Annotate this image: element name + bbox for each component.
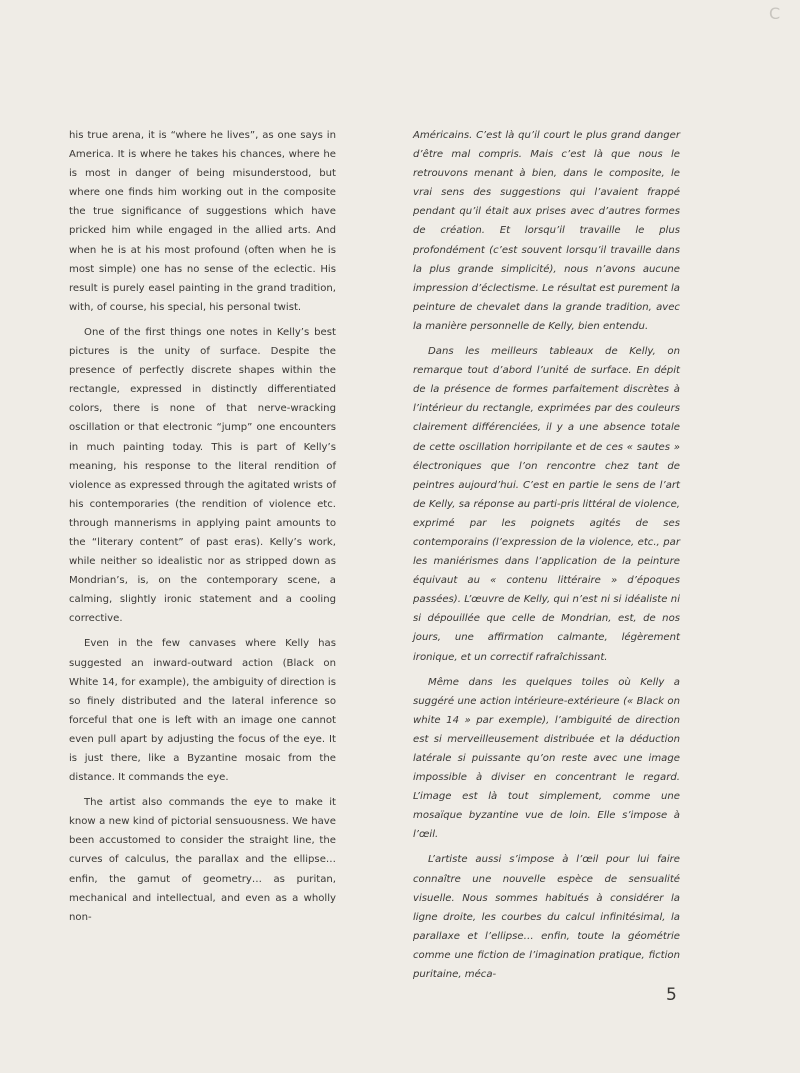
corner-mark: C xyxy=(769,4,781,23)
french-paragraph-2: Dans les meilleurs tableaux de Kelly, on remarque tout d’abord l’unité de surface. En dépit de la présence de formes parfaitement discrètes à l’intérieur du rectangle, exprimées par des couleurs clairement différenciées, il y a une absence totale de cette oscillation horripilante et de ces « sautes » électroniques que l’on rencontre chez tant de peintres aujourd’hui. C’est en partie le sens de l’art de Kelly, sa réponse au parti-pris littéral de violence, exprimé par les poignets agités de ses contemporains (l’expression de la violence, etc., par les maniérismes dans l’application de la peinture équivaut au « contenu littéraire » d’époques passées). L’œuvre de Kelly, qui n’est ni si idéaliste ni si dépouillée que celle de Mondrian, est, de nos jours, une affirmation calmante, légèrement ironique, et un correctif rafraîchissant. xyxy=(413,346,680,663)
english-paragraph-4: The artist also commands the eye to make it know a new kind of pictorial sensuousness. We have been accustomed to consider the straight line, the curves of calculus, the parallax and the ellipse… enfin, the gamut of geometry… as puritan, mechanical and intellectual, and even as a wholly non- xyxy=(69,797,336,923)
french-paragraph-3: Même dans les quelques toiles où Kelly a suggéré une action intérieure-extérieure (« Black on white 14 » par exemple), l’ambiguité de direction est si merveilleusement distribuée et la déduction latérale si puissante qu’on reste avec une image impossible à diviser en concentrant le regard. L’image est là tout simplement, comme une mosaïque byzantine vue de loin. Elle s’impose à l’œil. xyxy=(413,676,680,841)
english-text-column xyxy=(69,126,336,933)
english-paragraph-2: One of the first things one notes in Kelly’s best pictures is the unity of surface. Despite the presence of perfectly discrete shapes within the rectangle, expressed in distinctly differentiated colors, there is none of that nerve-wracking oscillation or that electronic “jump” one encounters in much painting today. This is part of Kelly’s meaning, his response to the literal rendition of violence as expressed through the agitated wrists of his contemporaries (the rendition of violence etc. through mannerisms in applying paint amounts to the “literary content” of past eras). Kelly’s work, while neither so idealistic nor as stripped down as Mondrian’s, is, on the contemporary scene, a calming, slightly ironic statement and a cooling corrective. xyxy=(69,326,336,625)
french-paragraph-1: Américains. C’est là qu’il court le plus grand danger d’être mal compris. Mais c’est là que nous le retrouvons menant à bien, dans le composite, le vrai sens des suggestions qui l’avaient frappé pendant qu’il était aux prises avec d’autres formes de création. Et lorsqu’il travaille le plus profondément (c’est souvent lorsqu’il travaille dans la plus grande simplicité), nous n’avons aucune impression d’éclectisme. Le résultat est purement la peinture de chevalet dans la grande tradition, avec la manière personnelle de Kelly, bien entendu. xyxy=(413,130,680,332)
page-number: 5 xyxy=(666,985,677,1005)
english-paragraph-1: his true arena, it is “where he lives”, as one says in America. It is where he takes his chances, where he is most in danger of being misunderstood, but where one finds him working out in the composite the true significance of suggestions which have pricked him while engaged in the allied arts. And when he is at his most profound (often when he is most simple) one has no sense of the eclectic. His result is purely easel painting in the grand tradition, with, of course, his special, his personal twist. xyxy=(69,130,336,313)
english-paragraph-3: Even in the few canvases where Kelly has suggested an inward-outward action (Black on White 14, for example), the ambiguity of direction is so finely distributed and the lateral inference so forceful that one is left with an image one cannot even pull apart by adjusting the focus of the eye. It is just there, like a Byzantine mosaic from the distance. It commands the eye. xyxy=(69,638,336,784)
french-paragraph-4: L’artiste aussi s’impose à l’œil pour lui faire connaître une nouvelle espèce de sensualité visuelle. Nous sommes habitués à considérer la ligne droite, les courbes du calcul infinitésimal, la parallaxe et l’ellipse… enfin, toute la géométrie comme une fiction de l’imagination pratique, fiction puritaine, méca- xyxy=(413,854,680,981)
french-text-column xyxy=(413,126,680,990)
